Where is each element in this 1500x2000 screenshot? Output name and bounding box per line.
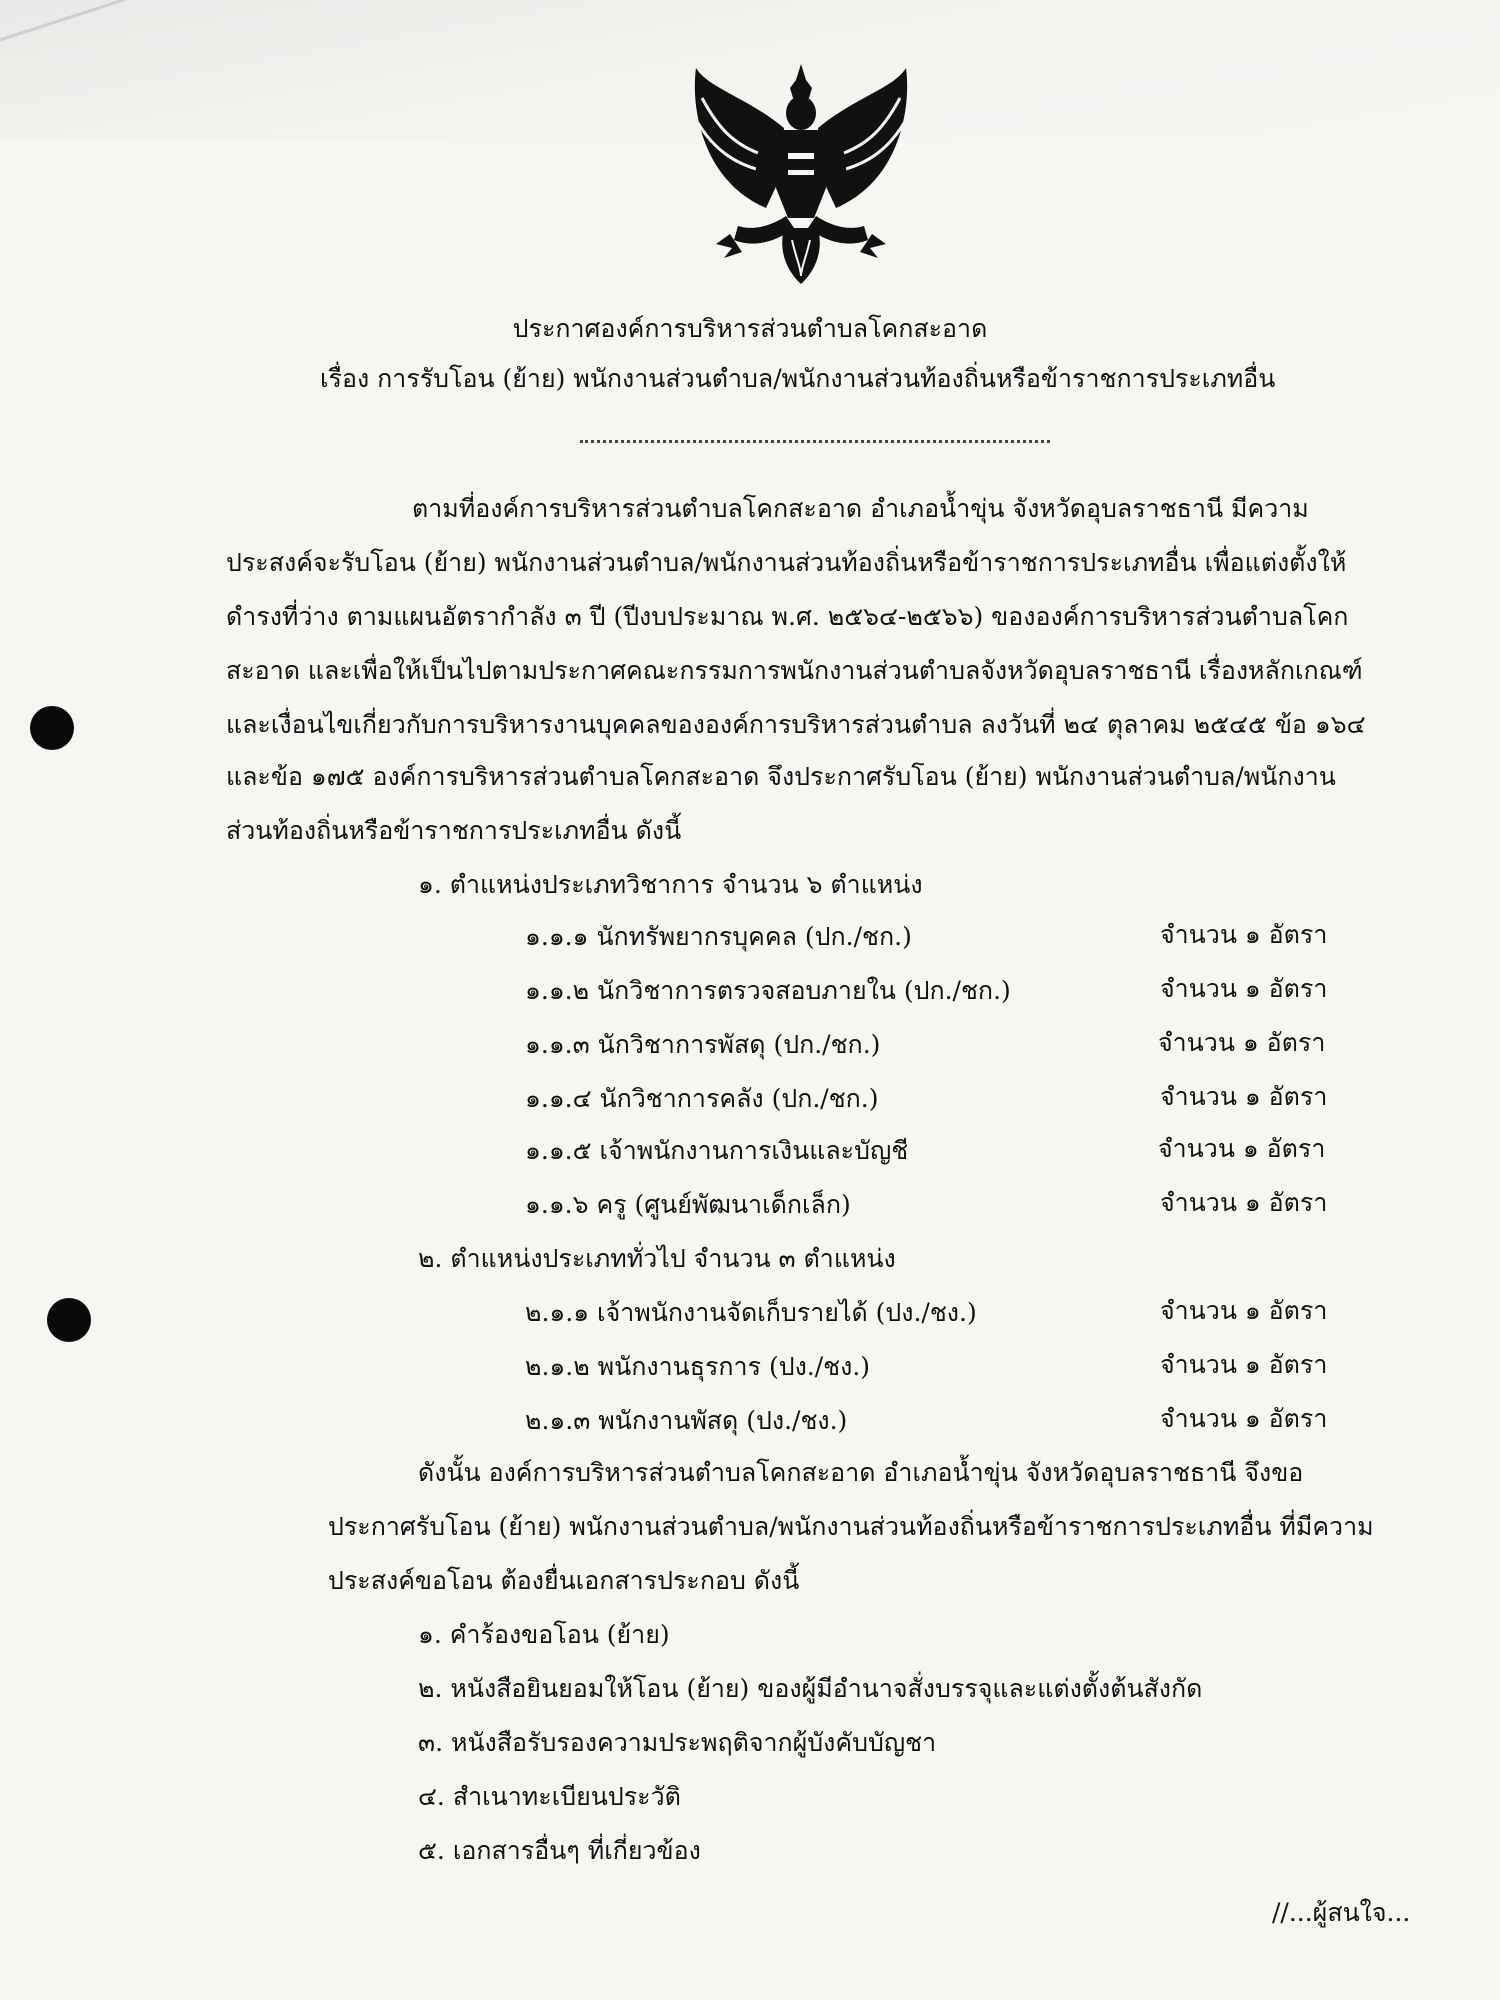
intro-line: สะอาด และเพื่อให้เป็นไปตามประกาศคณะกรรมการพนักงานส่วนตำบลจังหวัดอุบลราชธานี เรื่องหลักเกณฑ์ bbox=[226, 656, 1363, 685]
position-quota: จำนวน ๑ อัตรา bbox=[1158, 1028, 1326, 1057]
intro-line: ส่วนท้องถิ่นหรือข้าราชการประเภทอื่น ดังนี้ bbox=[226, 816, 682, 845]
position-quota: จำนวน ๑ อัตรา bbox=[1160, 1350, 1328, 1379]
required-document-item: ๔. สำเนาทะเบียนประวัติ bbox=[418, 1782, 681, 1811]
required-document-item: ๒. หนังสือยินยอมให้โอน (ย้าย) ของผู้มีอำนาจสั่งบรรจุและแต่งตั้งต้นสังกัด bbox=[418, 1674, 1203, 1703]
position-name: ๒.๑.๓ พนักงานพัสดุ (ปง./ชง.) bbox=[525, 1406, 848, 1435]
intro-line: ดำรงที่ว่าง ตามแผนอัตรากำลัง ๓ ปี (ปีงบประมาณ พ.ศ. ๒๕๖๔-๒๕๖๖) ขององค์การบริหารส่วนตำบลโคก bbox=[226, 602, 1349, 631]
position-quota: จำนวน ๑ อัตรา bbox=[1160, 1082, 1328, 1111]
position-name: ๑.๑.๔ นักวิชาการคลัง (ปก./ชก.) bbox=[525, 1084, 879, 1113]
position-group-heading: ๒. ตำแหน่งประเภททั่วไป จำนวน ๓ ตำแหน่ง bbox=[418, 1244, 896, 1273]
conclusion-line: ประสงค์ขอโอน ต้องยื่นเอกสารประกอบ ดังนี้ bbox=[328, 1566, 800, 1595]
required-document-item: ๓. หนังสือรับรองความประพฤติจากผู้บังคับบัญชา bbox=[418, 1728, 937, 1757]
position-quota: จำนวน ๑ อัตรา bbox=[1160, 1404, 1328, 1433]
position-quota: จำนวน ๑ อัตรา bbox=[1158, 1134, 1326, 1163]
position-name: ๒.๑.๑ เจ้าพนักงานจัดเก็บรายได้ (ปง./ชง.) bbox=[525, 1298, 977, 1327]
punch-hole-bottom bbox=[47, 1298, 91, 1342]
required-document-item: ๕. เอกสารอื่นๆ ที่เกี่ยวข้อง bbox=[418, 1836, 701, 1865]
intro-line: ตามที่องค์การบริหารส่วนตำบลโคกสะอาด อำเภอน้ำขุ่น จังหวัดอุบลราชธานี มีความ bbox=[412, 494, 1309, 523]
intro-line: และข้อ ๑๗๕ องค์การบริหารส่วนตำบลโคกสะอาด จึงประกาศรับโอน (ย้าย) พนักงานส่วนตำบล/พนักงาน bbox=[226, 762, 1336, 791]
position-quota: จำนวน ๑ อัตรา bbox=[1160, 1188, 1328, 1217]
punch-hole-top bbox=[30, 706, 74, 750]
heading-dotted-rule bbox=[580, 440, 1050, 443]
position-group-heading: ๑. ตำแหน่งประเภทวิชาการ จำนวน ๖ ตำแหน่ง bbox=[418, 870, 923, 899]
garuda-emblem-icon bbox=[688, 58, 914, 290]
position-quota: จำนวน ๑ อัตรา bbox=[1160, 920, 1328, 949]
position-name: ๑.๑.๓ นักวิชาการพัสดุ (ปก./ชก.) bbox=[525, 1030, 881, 1059]
intro-line: และเงื่อนไขเกี่ยวกับการบริหารงานบุคคลขององค์การบริหารส่วนตำบล ลงวันที่ ๒๔ ตุลาคม ๒๕๔๕ ข้อ ๑๖๔ bbox=[226, 710, 1366, 739]
position-name: ๑.๑.๑ นักทรัพยากรบุคคล (ปก./ชก.) bbox=[525, 922, 912, 951]
position-name: ๑.๑.๖ ครู (ศูนย์พัฒนาเด็กเล็ก) bbox=[525, 1190, 851, 1219]
conclusion-line: ประกาศรับโอน (ย้าย) พนักงานส่วนตำบล/พนักงานส่วนท้องถิ่นหรือข้าราชการประเภทอื่น ที่มีความ bbox=[328, 1512, 1374, 1541]
required-document-item: ๑. คำร้องขอโอน (ย้าย) bbox=[418, 1620, 670, 1649]
position-quota: จำนวน ๑ อัตรา bbox=[1160, 974, 1328, 1003]
intro-line: ประสงค์จะรับโอน (ย้าย) พนักงานส่วนตำบล/พนักงานส่วนท้องถิ่นหรือข้าราชการประเภทอื่น เพื่อแต่งตั้งให้ bbox=[226, 548, 1347, 577]
continuation-marker: //...ผู้สนใจ... bbox=[1272, 1898, 1411, 1927]
conclusion-line: ดังนั้น องค์การบริหารส่วนตำบลโคกสะอาด อำเภอน้ำขุ่น จังหวัดอุบลราชธานี จึงขอ bbox=[418, 1458, 1304, 1487]
position-name: ๒.๑.๒ พนักงานธุรการ (ปง./ชง.) bbox=[525, 1352, 871, 1381]
position-quota: จำนวน ๑ อัตรา bbox=[1160, 1296, 1328, 1325]
position-name: ๑.๑.๒ นักวิชาการตรวจสอบภายใน (ปก./ชก.) bbox=[525, 976, 1011, 1005]
announcement-title: ประกาศองค์การบริหารส่วนตำบลโคกสะอาด bbox=[512, 314, 988, 343]
announcement-subject: เรื่อง การรับโอน (ย้าย) พนักงานส่วนตำบล/พนักงานส่วนท้องถิ่นหรือข้าราชการประเภทอื่น bbox=[320, 364, 1276, 393]
position-name: ๑.๑.๕ เจ้าพนักงานการเงินและบัญชี bbox=[525, 1136, 909, 1165]
